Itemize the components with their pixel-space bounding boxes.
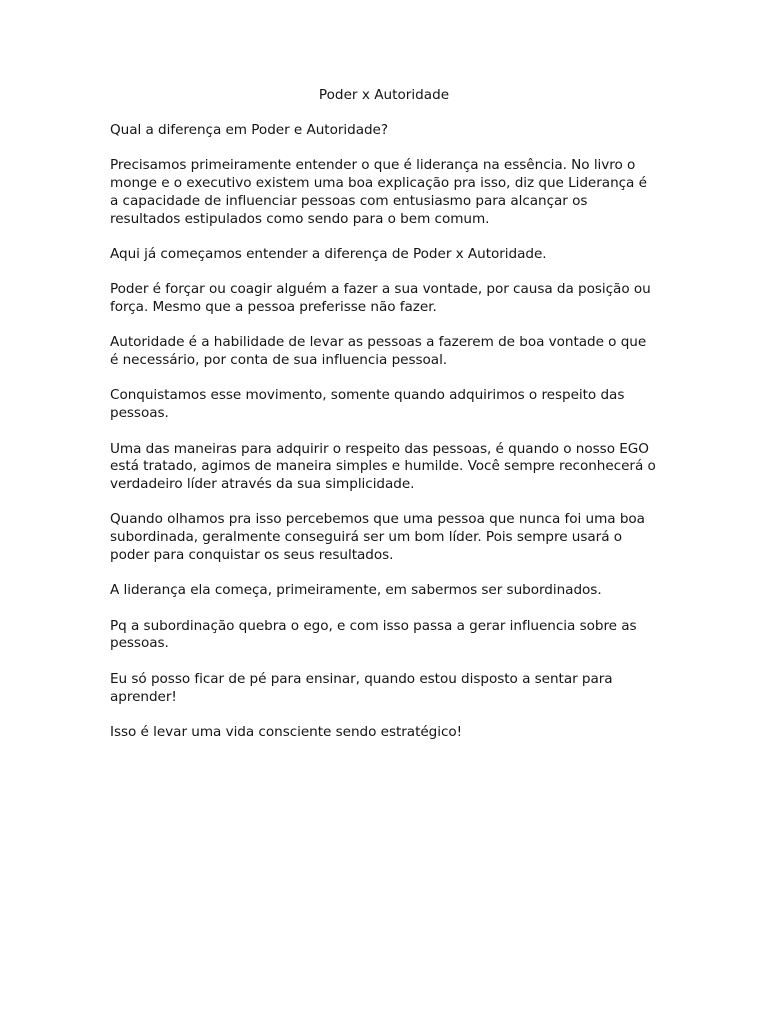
paragraph-subordination-ego: Pq a subordinação quebra o ego, e com isso passa a gerar influencia sobre as pessoas. [110,617,637,652]
paragraph-ego: Uma das maneiras para adquirir o respeito das pessoas, é quando o nosso EGO está tratado, agimos de maneira simples e humilde. Você sempre reconhecerá o verdadeiro líder através da sua simplicidade. [110,440,656,493]
paragraph-question: Qual a diferença em Poder e Autoridade? [110,122,389,138]
paragraph-subordinate: Quando olhamos pra isso percebemos que uma pessoa que nunca foi uma boa subordinada, geralmente conseguirá ser um bom líder. Pois sempre usará o poder para conquistar os seus resultados. [110,511,645,564]
paragraph-power-definition: Poder é forçar ou coagir alguém a fazer a sua vontade, por causa da posição ou força. Mesmo que a pessoa preferisse não fazer. [110,281,651,316]
paragraph-leadership-definition: Precisamos primeiramente entender o que é liderança na essência. No livro o monge e o executivo existem uma boa explicação pra isso, diz que Liderança é a capacidade de influenciar pessoas com entusiasmo para alcançar os resultados estipulados como sendo para o bem comum. [110,157,647,227]
paragraph-leadership-begins: A liderança ela começa, primeiramente, em sabermos ser subordinados. [110,582,602,599]
document-title: Poder x Autoridade [318,87,450,103]
document-body [110,122,658,759]
paragraph-respect: Conquistamos esse movimento, somente quando adquirimos o respeito das pessoas. [110,387,625,422]
paragraph-authority-definition: Autoridade é a habilidade de levar as pessoas a fazerem de boa vontade o que é necessário, por conta de sua influencia pessoal. [110,334,647,369]
paragraph-conclusion: Isso é levar uma vida consciente sendo estratégico! [110,723,463,740]
paragraph-teach-learn: Eu só posso ficar de pé para ensinar, quando estou disposto a sentar para aprender! [110,670,613,705]
paragraph-difference-intro: Aqui já começamos entender a diferença de Poder x Autoridade. [110,245,547,262]
